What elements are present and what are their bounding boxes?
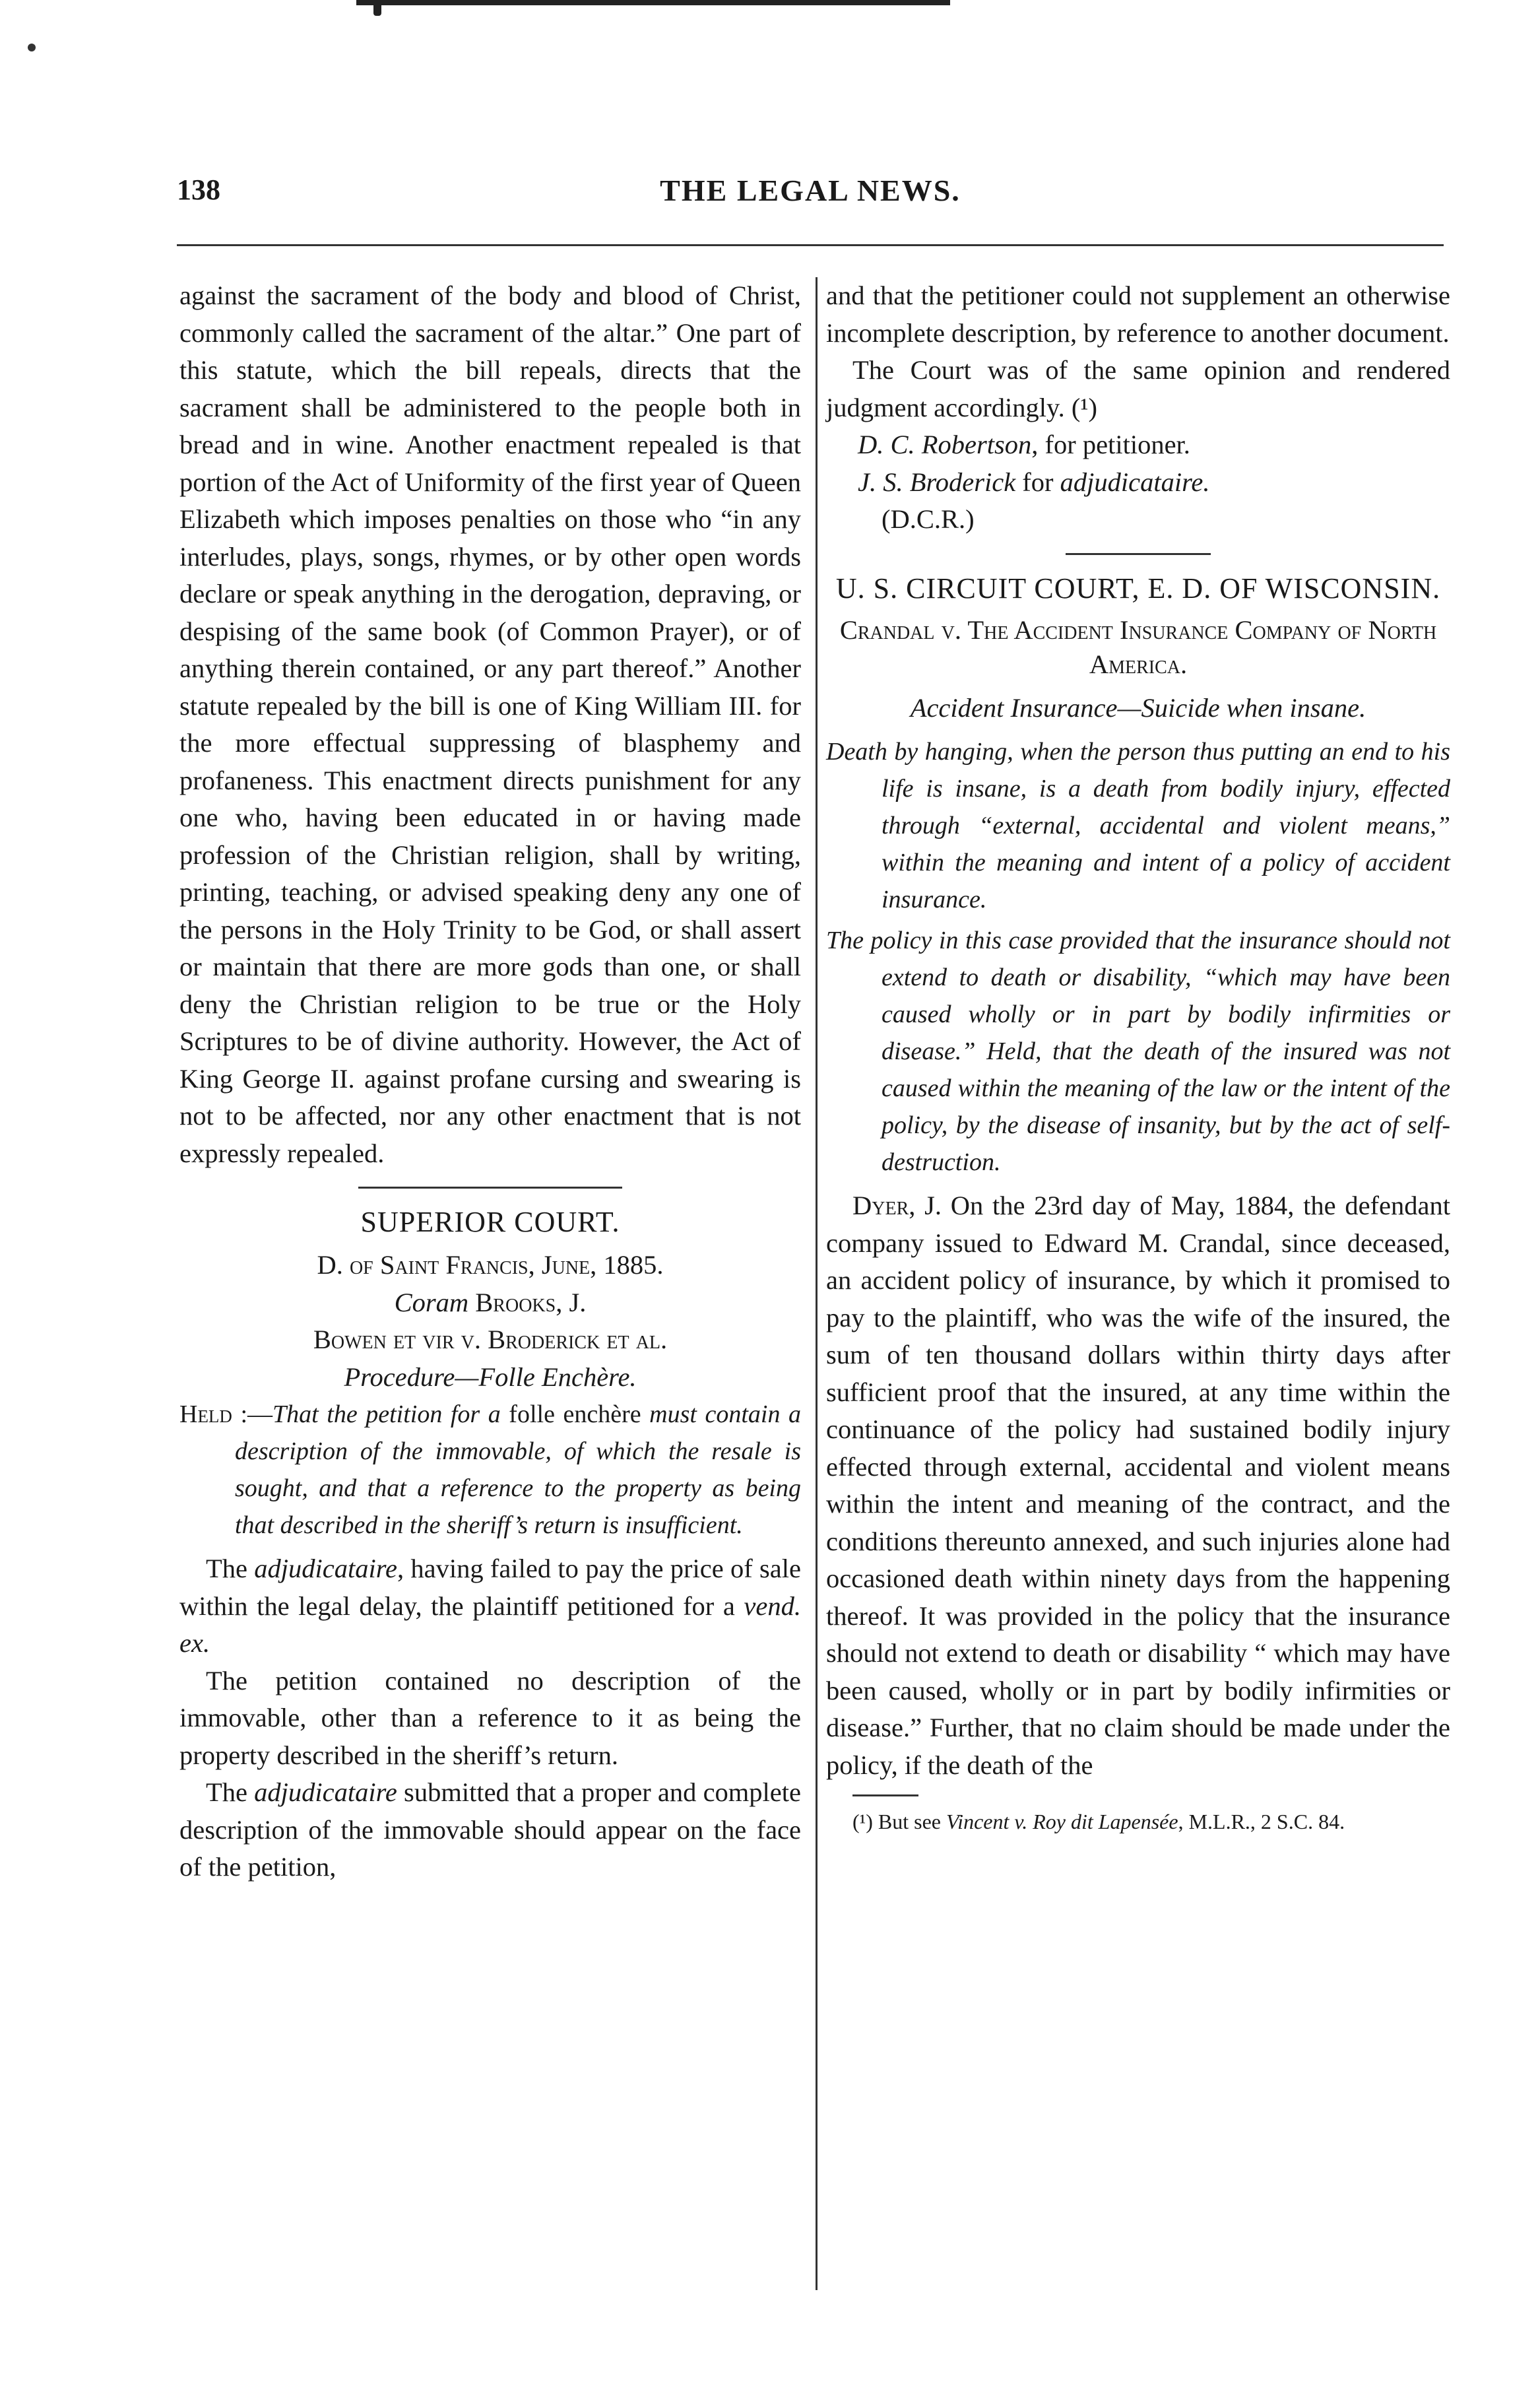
counsel-role: , for petitioner.: [1031, 430, 1190, 459]
text-run: adjudicataire: [254, 1554, 397, 1583]
footnote: [826, 1807, 1450, 1836]
right-column: [826, 277, 1450, 1836]
column-separator: [816, 277, 818, 2290]
reporter-initials: (D.C.R.): [882, 504, 975, 534]
district-line: D. of Saint Francis, June, 1885.: [317, 1250, 664, 1280]
judge-name: Dyer, J.: [852, 1191, 942, 1220]
court-heading: U. S. CIRCUIT COURT, E. D. OF WISCONSIN.: [835, 572, 1441, 605]
case-subject: Accident Insurance—Suicide when insane.: [910, 692, 1366, 723]
case-subject: Procedure—Folle Enchère.: [344, 1362, 637, 1392]
headnote: The policy in this case provided that the insurance should not extend to death or disability, “which may have been caused wholly or in part by bodily infirmities or disease.” Held, that the death of the insured was not caused within the meaning of the law or the intent of the policy, by the disease of insanity, but by the act of self-destruction.: [826, 927, 1450, 1176]
opinion-text: On the 23rd day of May, 1884, the defendant company issued to Edward M. Crandal, since deceased, an accident policy of insurance, by which it promised to pay to the plaintiff, who was the wife of the insured, the sum of ten thousand dollars within thirty days after sufficient proof that the insured, at any time within the continuance of the policy had sustained bodily injury effected through external, accidental and violent means within the intent and meaning of the contract, and the conditions thereunto annexed, and such injuries alone had occasioned death within ninety days from the happening thereof. It was provided in the policy that the insurance should not extend to death or disability “ which may have been caused, wholly or in part by bodily infirmities or disease.” Further, that no claim should be made under the policy, if the death of the: [826, 1191, 1450, 1780]
counsel-name: J. S. Broderick: [858, 467, 1016, 497]
text-run: vend. ex.: [179, 1591, 801, 1658]
text-run: submitted that a proper and complete description of the immovable should appear on the face of the petition,: [179, 1777, 802, 1882]
headnote: Death by hanging, when the person thus putting an end to his life is insane, is a death from bodily injury, effected through “external, accidental and violent means,” within the meaning and intent of a policy of accident insurance.: [826, 738, 1450, 913]
paragraph: [179, 1550, 801, 1662]
held-text-roman: folle enchère: [509, 1400, 641, 1428]
case-title: Crandal v. The Accident Insurance Company of North America.: [839, 614, 1437, 679]
court-heading: SUPERIOR COURT.: [360, 1206, 620, 1238]
page-number: 138: [177, 174, 220, 206]
text-run: , having failed to pay the price of sale within the legal delay, the plaintiff petitioned for a: [179, 1554, 801, 1621]
text-run: (¹) But see: [852, 1810, 946, 1833]
text-run: adjudicataire: [254, 1777, 397, 1807]
section-divider: [358, 1187, 622, 1189]
held-label: Held :—: [179, 1400, 273, 1428]
running-title: THE LEGAL NEWS.: [660, 174, 961, 207]
held-text-2: must contain a description of the immovable, of which the resale is sought, and that a reference to the property as being that described in the sheriff’s return is insufficient.: [235, 1400, 801, 1539]
margin-ink-dot: [28, 44, 36, 51]
footnote-case: Vincent v. Roy dit Lapensée: [946, 1810, 1178, 1833]
text-run: The: [206, 1554, 255, 1583]
counsel-role: adjudicataire.: [1060, 467, 1210, 497]
header-rule: [177, 244, 1444, 246]
paragraph: The petition contained no description of the immovable, other than a reference to it as being the property described in the sheriff’s return.: [179, 1665, 801, 1770]
paragraph: [179, 1774, 801, 1886]
top-ink-speck: [373, 3, 381, 16]
counsel-line: [826, 464, 1450, 502]
held-headnote: [179, 1396, 801, 1544]
counsel-line: [826, 426, 1450, 464]
left-column: [179, 277, 801, 1886]
paragraph: The Court was of the same opinion and rendered judgment accordingly. (¹): [826, 355, 1450, 422]
opinion-paragraph: [826, 1187, 1450, 1784]
paragraph: and that the petitioner could not supplement an otherwise incomplete description, by reference to another document.: [826, 280, 1450, 348]
coram-line: [179, 1284, 801, 1322]
continued-paragraph: against the sacrament of the body and blood of Christ, commonly called the sacrament of the altar.” One part of this statute, which the bill repeals, directs that the sacrament shall be administered to the people both in bread and in wine. Another enactment repealed is that portion of the Act of Uniformity of the first year of Queen Elizabeth which imposes penalties on those who “in any interludes, plays, songs, rhymes, or by other open words declare or speak anything in the derogation, depraving, or despising of the same book (of Common Prayer), or of anything therein contained, or any part thereof.” Another statute repealed by the bill is one of King William III. for the more effectual suppressing of blasphemy and profaneness. This enactment directs punishment for any one who, having been educated in or having made profession of the Christian religion, shall by writing, printing, teaching, or advised speaking deny any one of the persons in the Holy Trinity to be God, or shall assert or maintain that there are more gods than one, or shall deny the Christian religion to be true or the Holy Scriptures to be of divine authority. However, the Act of King George II. against profane cursing and swearing is not to be affected, nor any other enactment that is not expressly repealed.: [179, 280, 801, 1168]
section-divider: [1066, 553, 1211, 555]
counsel-role: for: [1015, 467, 1060, 497]
coram-judge: Brooks, J.: [475, 1287, 587, 1317]
top-edge-mark: [356, 0, 950, 5]
page-header: [177, 173, 1444, 213]
coram-word: Coram: [394, 1287, 469, 1317]
footnote-rule: [852, 1794, 918, 1796]
case-parties: Bowen et vir v. Broderick et al.: [313, 1325, 668, 1354]
text-run: The: [206, 1777, 255, 1807]
counsel-name: D. C. Robertson: [858, 430, 1032, 459]
text-run: , M.L.R., 2 S.C. 84.: [1178, 1810, 1345, 1833]
held-text-1: That the petition for a: [273, 1400, 509, 1428]
